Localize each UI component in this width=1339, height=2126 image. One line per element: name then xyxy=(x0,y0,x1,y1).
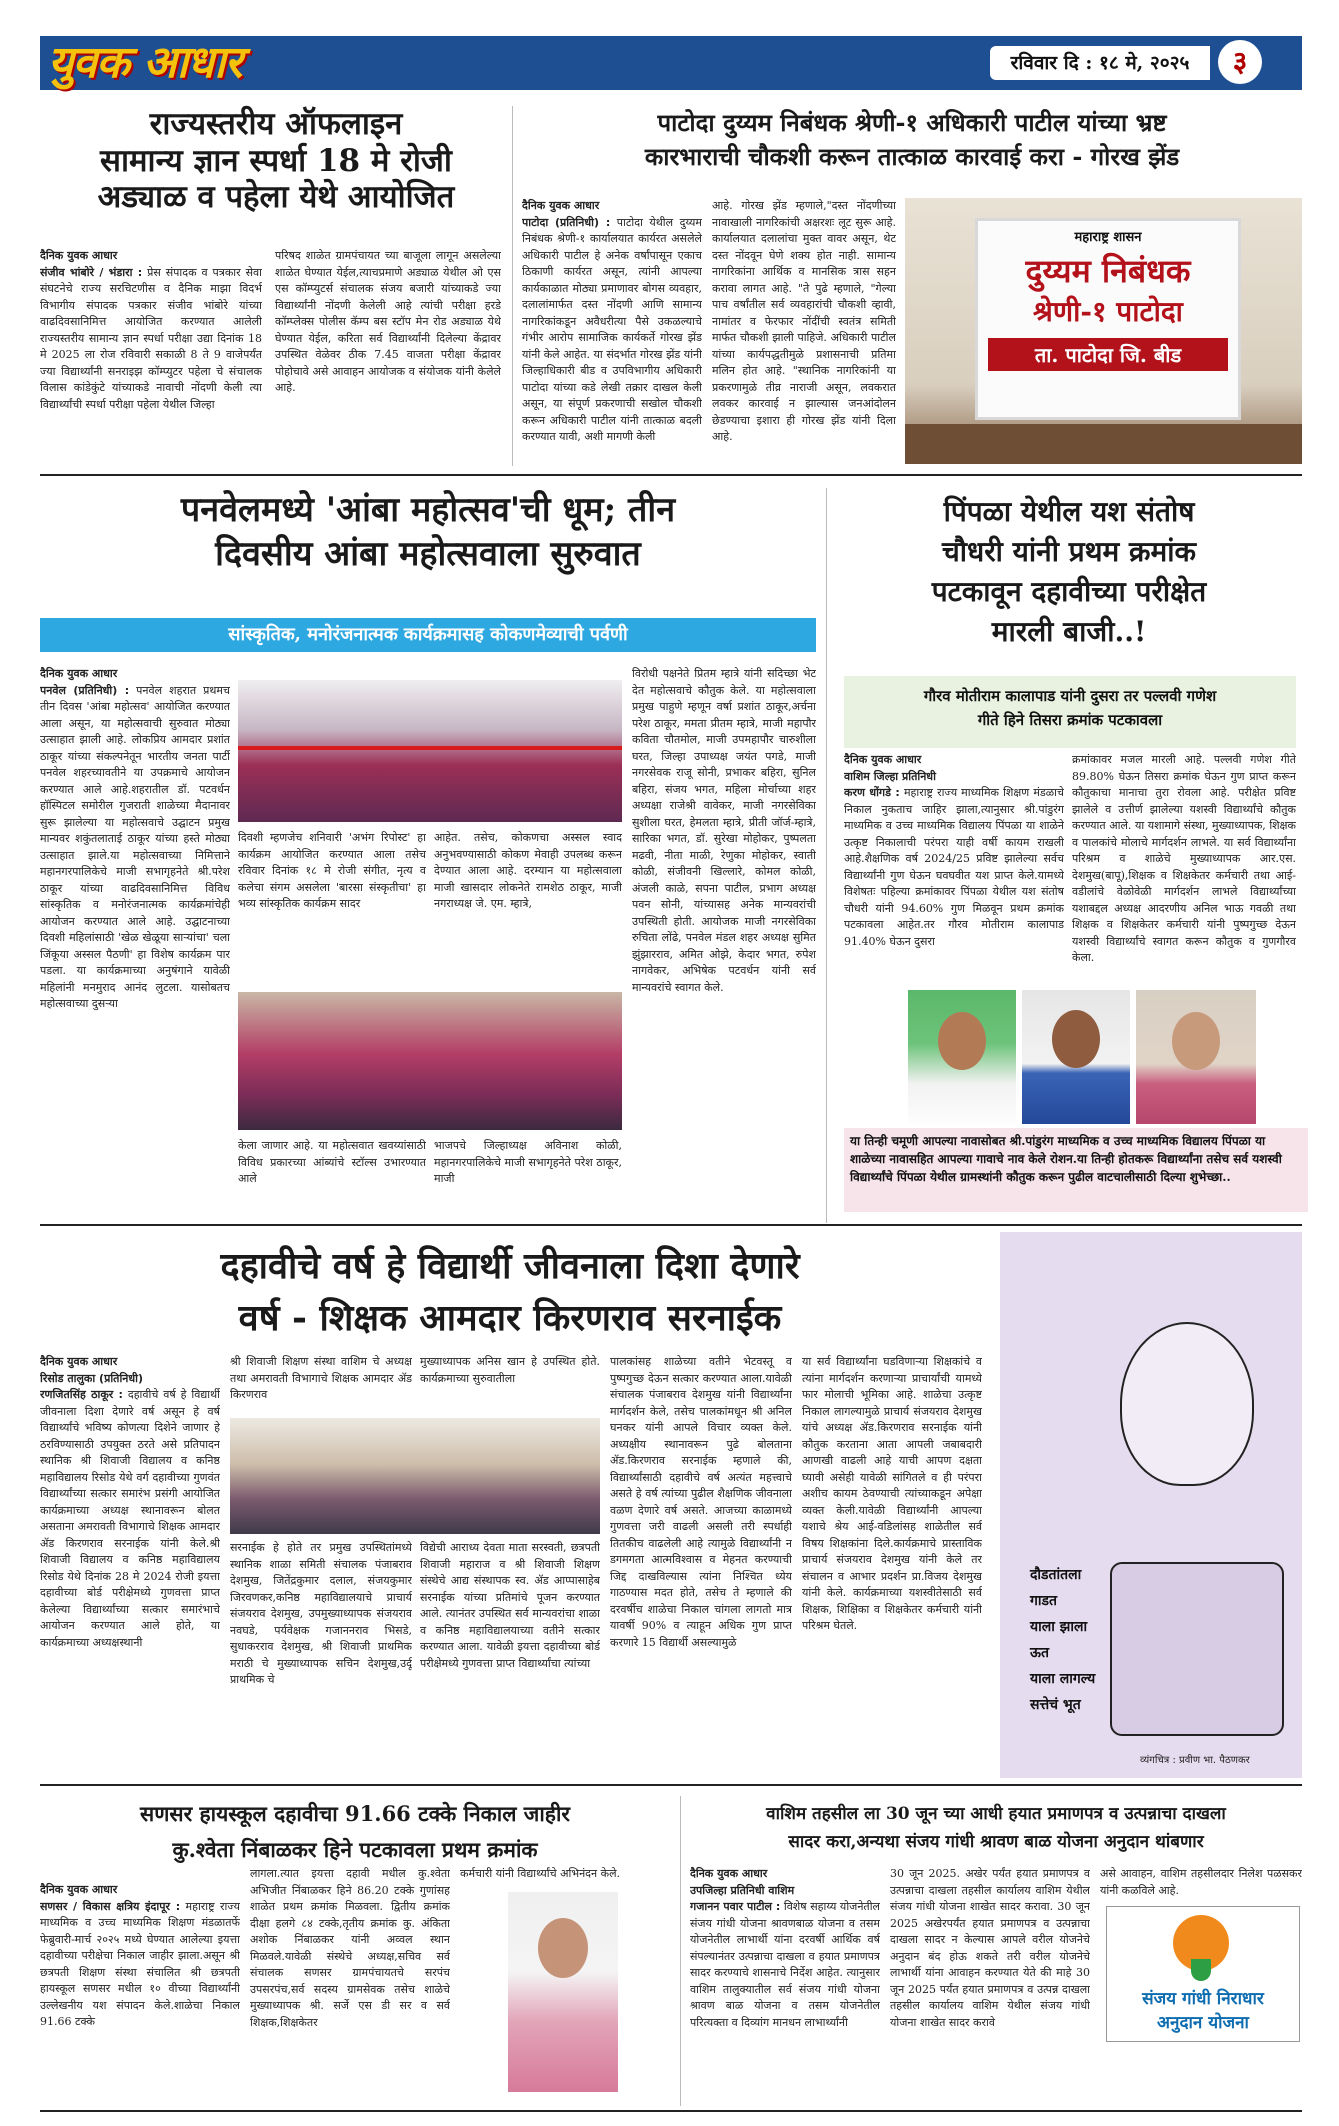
column-divider xyxy=(512,106,513,466)
section-divider xyxy=(40,1784,1302,1786)
article-5-column-5: या सर्व विद्यार्थ्यांना घडविणाऱ्या शिक्षकांचे व त्यांना मार्गदर्शन करणाऱ्या प्राचार्यांची यामध्ये फार मोलाची भूमिका आहे. शाळेचा उत्कृष्ट निकाल लागल्यामुळे प्राचार्य संजयराव देशमुख यांचे अध्यक्ष ॲड.किरणराव सरनाईक यांनी कौतुक करताना आता आपली जबाबदारी आणखी वाढली आहे याची आपण दक्षता घ्यावी असेही यावेळी सांगितले व ही परंपरा अशीच कायम ठेवण्याची त्यांच्याकडून अपेक्षा व्यक्त केली.यावेळी विद्यार्थ्यांनी आपल्या यशाचे श्रेय आई-वडिलांसह शाळेतील सर्व विषय शिक्षकांना दिले.कार्यक्रमाचे प्रास्ताविक प्राचार्य संजयराव देशमुख यांनी केले तर संचालन व आभार प्रदर्शन प्रा.विजय देशमुख यांनी केले. कार्यक्रमाच्या यशस्वीतेसाठी सर्व शिक्षक, शिक्षिका व शिक्षकेतर कर्मचारी यांनी परिश्रम घेतले. xyxy=(802,1355,982,1632)
article-6-column-1: दैनिक युवक आधार सणसर / विकास क्षत्रिय इंदापूर : महाराष्ट्र राज्य माध्यमिक व उच्च माध्यमिक शिक्षण मंडळातर्फे फेब्रुवारी-मार्च २०२५ मध्ये घेण्यात आलेल्या इयत्ता दहावीच्या परीक्षेचा निकाल जाहीर झाला.असून श्री छत्रपती शिक्षण संस्था संचालित श्री छत्रपती हायस्कूल सणसर मधील १० वीच्या विद्यार्थ्यांनी उल्लेखनीय यश संपादन केले.शाळेचा निकाल 91.66 टक्के xyxy=(40,1883,240,2028)
door-frame xyxy=(905,424,1302,464)
article-3-headline: पनवेलमध्ये 'आंबा महोत्सव'ची धूम; तीन दिवसीय आंबा महोत्सवाला सुरुवात xyxy=(180,490,676,574)
sanjay-gandhi-yojana-logo xyxy=(1106,1906,1300,2042)
article-5-column-4: पालकांसह शाळेच्या वतीने भेटवस्तू व पुष्पगुच्छ देऊन सत्कार करण्यात आला.यावेळी संचालक पंजाबराव देशमुख यांनी विद्यार्थ्यांना मार्गदर्शन केले, तसेच पालकांमधून श्री अनिल घनकर यांनी आपले विचार व्यक्त केले. अध्यक्षीय स्थानावरून पुढे बोलताना ॲड.किरणराव सरनाईक म्हणाले की, विद्यार्थ्यांसाठी दहावीचे वर्ष अत्यंत महत्त्वाचे असते हे वर्ष त्यांच्या पुढील शैक्षणिक जीवनाला वळण देणारे वर्ष असते. आजच्या काळामध्ये गुणवत्ता जरी वाढली असली तरी स्पर्धाही तितकीच वाढलेली आहे त्यामुळे विद्यार्थ्यांनी न डगमगता आत्मविश्वास व मेहनत करण्याची जिद्द दाखविल्यास त्यांना निश्चित ध्येय गाठण्यास मदत होते, तसेच ते म्हणाले की दरवर्षीच शाळेचा निकाल चांगला लागतो मात्र यावर्षी 90% व त्याहून अधिक गुण प्राप्त करणारे 15 विद्यार्थी असल्यामुळे xyxy=(610,1355,792,1649)
article-3-subtitle: सांस्कृतिक, मनोरंजनात्मक कार्यक्रमासह कोकणमेव्याची पर्वणी xyxy=(40,618,816,652)
article-6-column-3: कर्मचारी यांनी विद्यार्थ्यांचे अभिनंदन केले. xyxy=(460,1867,621,1880)
column-divider xyxy=(826,488,827,1223)
page-number: ३ xyxy=(1218,40,1262,84)
mango-festival-inauguration-photo xyxy=(238,680,622,822)
article-1-column-2: परिषद शाळेत ग्रामपंचायत च्या बाजूला लागून असलेल्या शाळेत घेण्यात येईल,त्याचप्रमाणे अड्याळ येथील ओ एस एस कॉम्प्युटर्स संचालक संजय बजारी यांच्याकडे ज्या विद्यार्थ्यांनी नोंदणी केलेली आहे त्यांची परीक्षा हरडे कॉम्प्लेक्स पोलीस कॅम्प बस स्टॉप मेन रोड अड्याळ येथे घेण्यात येईल, करिता सर्व विद्यार्थ्यांनी दिलेल्या केंद्रावर उपस्थित वेळेवर ठीक 7.45 वाजता परीक्षा केंद्रावर पोहोचावे असे आवाहन आयोजक व संयोजक यांनी केलेले आहे. xyxy=(275,249,501,394)
office-sign-photo xyxy=(905,198,1302,464)
article-4-headline: पिंपळा येथील यश संतोष चौधरी यांनी प्रथम क्रमांक पटकावून दहावीच्या परीक्षेत मारली बाजी..! xyxy=(931,495,1207,648)
political-cartoon xyxy=(1000,1232,1302,1778)
article-5-column-3: विद्येची आराध्य देवता माता सरस्वती, छत्रपती शिवाजी महाराज व श्री शिवाजी शिक्षण संस्थेचे आद्य संस्थापक स्व. ॲड आप्पासाहेब सरनाईक यांच्या प्रतिमांचे पूजन करण्यात आले. त्यानंतर उपस्थित सर्व मान्यवरांचा शाळा व कनिष्ठ महाविद्यालयाच्या वतीने सत्कार करण्यात आला. यावेळी इयत्ता दहावीच्या बोर्ड परीक्षेमध्ये गुणवत्ता प्राप्त विद्यार्थ्यांचा त्यांच्या xyxy=(420,1541,600,1670)
article-5-column-2b: मुख्याध्यापक अनिस खान हे उपस्थित होते. कार्यक्रमाच्या सुरुवातीला xyxy=(420,1355,600,1385)
section-divider xyxy=(40,1224,1302,1226)
issue-date: रविवार दि : १८ मे, २०२५ xyxy=(990,46,1210,80)
leaf-icon xyxy=(1191,1959,1211,1981)
sign-header: महाराष्ट्र शासन xyxy=(1074,230,1142,245)
article-5-column-2c: सरनाईक हे होते तर प्रमुख उपस्थितांमध्ये स्थानिक शाळा समिती संचालक पंजाबराव देशमुख, जितेंद्रकुमार दलाल, संजयकुमार जिरवणकर,कनिष्ठ महाविद्यालयाचे प्राचार्य संजयराव देशमुख, उपमुख्याध्यापक संजयराव नवघडे, पर्यवेक्षक गजाननराव भिसडे, सुधाकरराव देशमुख, श्री शिवाजी प्राथमिक मराठी चे मुख्याध्यापक सचिन देशमुख,उर्दू प्राथमिक चे xyxy=(230,1541,412,1686)
article-5-column-2a: श्री शिवाजी शिक्षण संस्था वाशिम चे अध्यक्ष तथा अमरावती विभागाचे शिक्षक आमदार ॲड किरणराव xyxy=(230,1355,412,1401)
article-2-column-2: आहे. गोरख झेंड म्हणाले,"दस्त नोंदणीच्या नावाखाली नागरिकांची अक्षरशः लूट सुरू आहे. कार्यालयात दलालांचा मुक्त वावर असून, थेट दस्त नोंदवून घेणे शक्य होत नाही. सामान्य नागरिकांना आर्थिक व मानसिक त्रास सहन करावा लागत आहे. "ते पुढे म्हणाले, "गेल्या पाच वर्षांतील सर्व व्यवहारांची चौकशी व्हावी, नामांतर व फेरफार नोंदींची स्वतंत्र समिती मार्फत चौकशी झाली पाहिजे. अधिकारी पाटील यांच्या कार्यपद्धतीमुळे प्रशासनाची प्रतिमा मलिन होत आहे. "स्थानिक नागरिकांनी या प्रकरणामुळे तीव्र नाराजी असून, लवकरात लवकर कारवाई न झाल्यास जनआंदोलन छेडण्याचा इशारा ही गोरख झेंड यांनी दिला आहे. xyxy=(712,199,896,443)
article-1-column-1: दैनिक युवक आधार संजीव भांबोरे / भंडारा : प्रेस संपादक व पत्रकार सेवा संघटनेचे राज्य सरचिटणीस व दैनिक माझा विदर्भ विभागीय संपादक पत्रकार संजीव भांबोरे यांच्या वाढदिवसानिमित्त आयोजित करण्यात आलेली राज्यस्तरीय सामान्य ज्ञान स्पर्धा परीक्षा उद्या दिनांक 18 मे 2025 ला रोज रविवारी सकाळी 8 ते 9 वाजेपर्यंत ज्या विद्यार्थ्यांनी सनराइझ कॉम्प्युटर पहेला चे संचालक विलास कांडेकुंटे यांच्याकडे नावाची नोंदणी केली त्या विद्यार्थ्यांची स्पर्धा परीक्षा पहेला येथील जिल्हा xyxy=(40,249,262,411)
student-3-photo xyxy=(1136,990,1256,1124)
felicitation-ceremony-photo xyxy=(230,1418,600,1534)
page-bottom-rule xyxy=(40,2110,1302,2112)
article-6-column-2: लागला.त्यात इयत्ता दहावी मधील कु.श्वेता अभिजीत निंबाळकर हिने 86.20 टक्के गुणांसह शाळेत प्रथम क्रमांक मिळवला. द्वितीय क्रमांक दीक्षा हलगे ८४ टक्के,तृतीय क्रमांक कु. अंकिता अशोक निंबाळकर यांनी अव्वल स्थान मिळवले.यावेळी संस्थेचे अध्यक्ष,सचिव सर्व संचालक सणसर ग्रामपंचायतचे सरपंच उपसरपंच,सर्व सदस्य ग्रामसेवक तसेच शाळेचे मुख्याध्यापक श्री. सर्जे एस डी सर व सर्व शिक्षक,शिक्षकेतर xyxy=(250,1867,450,2029)
student-1-face xyxy=(938,1012,986,1070)
mango-festival-audience-photo xyxy=(238,992,622,1130)
student-shweta-photo xyxy=(508,1892,618,2092)
article-4-column-1: दैनिक युवक आधार वाशिम जिल्हा प्रतिनिधी करण धोंगडे : महाराष्ट्र राज्य माध्यमिक शिक्षण मंडळाचे निकाल नुकताच जाहिर झाला,त्यानुसार श्री.पांडुरंग माध्यमिक व उच्च माध्यमिक विद्यालय पिंपळा या शाळेने उत्कृष्ट निकालाची परंपरा याही वर्षी कायम राखली आहे.शैक्षणिक वर्ष 2024/25 प्रविष्ट झालेल्या सर्वच विद्यार्थ्यांनी गुण घेऊन घवघवीत यश प्राप्त केले.यामध्ये विशेषतः पहिल्या क्रमांकावर पिंपळा येथील यश संतोष चौधरी यांनी 94.60% गुण मिळवून प्रथम क्रमांक पटकावला आहेत.तर गौरव मोतीराम कालापाड 91.40% घेऊन दुसरा xyxy=(844,753,1064,948)
article-5-column-1: दैनिक युवक आधार रिसोड तालुका (प्रतिनिधी) रणजितसिंह ठाकूर : दहावीचे वर्ष हे विद्यार्थी जीवनाला दिशा देणारे वर्ष असून हे वर्ष विद्यार्थ्यांचे भविष्य कोणत्या दिशेने जाणार हे ठरविण्यासाठी उपयुक्त ठरते असे प्रतिपादन स्थानिक श्री शिवाजी विद्यालय व कनिष्ठ महाविद्यालय रिसोड येथे वर्ग दहावीच्या गुणवंत विद्यार्थ्यांच्या सत्कार समारंभ प्रसंगी आयोजित कार्यक्रमाच्या अध्यक्ष स्थानावरून बोलत असताना अमरावती विभागाचे शिक्षक आमदार ॲड किरणराव सरनाईक यांनी केले.श्री शिवाजी विद्यालय व कनिष्ठ महाविद्यालय रिसोड येथे दिनांक 28 मे 2024 रोजी इयत्ता दहावीच्या बोर्ड परीक्षेमध्ये गुणवत्ता प्राप्त केलेल्या विद्यार्थ्यांच्या सत्कार समारंभाचे आयोजन करण्यात आले होते, या कार्यक्रमाच्या अध्यक्षस्थानी xyxy=(40,1355,220,1649)
article-3-column-2c: केला जाणार आहे. या महोत्सवात खवय्यांसाठी विविध प्रकारच्या आंब्यांचे स्टॉल्स उभारण्यात आले xyxy=(238,1139,426,1185)
student-1-photo xyxy=(908,990,1016,1124)
newspaper-logo: युवक आधार xyxy=(48,37,242,88)
article-4-subtitle: गौरव मोतीराम कालापाड यांनी दुसरा तर पल्लवी गणेश गीते हिने तिसरा क्रमांक पटकावला xyxy=(844,676,1296,748)
column-divider xyxy=(680,1796,681,2106)
article-7-column-1: दैनिक युवक आधार उपजिल्हा प्रतिनिधी वाशिम गजानन पवार पाटील : विशेष सहाय्य योजनेतील संजय गांधी योजना श्रावणबाळ योजना व तसम योजनेतील लाभार्थी यांना दरवर्षी आर्थिक वर्ष संपल्यानंतर उत्पन्नाचा दाखला व हयात प्रमाणपत्र सादर करण्याचे शासनाचे निर्देश आहेत. त्यानुसार वाशिम तालुक्यातील सर्व संजय गांधी योजना श्रावण बाळ योजना व तसम योजनेतील परित्यक्ता व दिव्यांग मानधन लाभार्थ्यांनी xyxy=(690,1867,880,2029)
student-2-face xyxy=(1052,1010,1100,1068)
sign-line-1: दुय्यम निबंधक xyxy=(1025,252,1191,290)
sign-line-2: श्रेणी-१ पाटोदा xyxy=(1033,295,1183,328)
article-2-headline: पाटोदा दुय्यम निबंधक श्रेणी-१ अधिकारी पाटील यांच्या भ्रष्ट कारभाराची चौकशी करून तात्काळ कारवाई करा - गोरख झेंड xyxy=(644,108,1180,171)
sign-line-3: ता. पाटोदा जि. बीड xyxy=(988,338,1228,371)
cartoon-text: दौडतांतला गाडत याला झाला ऊत याला लागल्य सत्तेचं भूत xyxy=(1030,1567,1096,1713)
article-6-headline: सणसर हायस्कूल दहावीचा 91.66 टक्के निकाल जाहीर कु.श्वेता निंबाळकर हिने पटकावला प्रथम क्रमांक xyxy=(140,1801,570,1862)
ribbon xyxy=(238,746,622,750)
article-7-column-3: असे आवाहन, वाशिम तहसीलदार निलेश पळसकर यांनी कळविले आहे. xyxy=(1100,1867,1302,1897)
article-4-column-2: क्रमांकावर मजल मारली आहे. पल्लवी गणेश गीते 89.80% घेऊन तिसरा क्रमांक घेऊन गुण प्राप्त करून कौतुकाचा मानाचा तुरा रोवला आहे. परीक्षेत प्रविष्ट झालेले व उत्तीर्ण झालेल्या यशस्वी विद्यार्थ्यांचे कौतुक करण्यात आले. या यशामागे संस्था, मुख्याध्यापक, शिक्षक व पालकांचे मोलाचे मार्गदर्शन लाभले. या सर्व विद्यार्थ्यांना परिश्रम व शाळेचे मुख्याध्यापक आर.एस. देशमुख(बापू),शिक्षक व शिक्षकेतर कर्मचारी तथा आई-वडीलांचे वेळोवेळी मार्गदर्शन लाभले विद्यार्थ्यांच्या यशाबद्दल अध्यक्ष आदरणीय अनिल भाऊ गवळी तथा शिक्षक व शिक्षकेतर कर्मचारी यांनी पुष्पगुच्छ देऊन यशस्वी विद्यार्थ्यांचे स्वागत करून कौतुक व गुणगौरव केला. xyxy=(1072,753,1296,964)
cartoon-credit: व्यंगचित्र : प्रवीण भा. पैठणकर xyxy=(1140,1755,1250,1766)
article-2-column-1: दैनिक युवक आधार पाटोदा (प्रतिनिधी) : पाटोदा येथील दुय्यम निबंधक श्रेणी-१ कार्यालयात कार्यरत असलेले अधिकारी पाटील हे अनेक वर्षांपासून एकाच ठिकाणी कार्यरत असून, त्यांनी आपल्या कार्यकाळात मोठ्या प्रमाणावर बोगस व्यवहार, दलालांमार्फत दस्त नोंदणी आणि सामान्य नागरिकांकडून अवैधरीत्या पैसे उकळल्याचे गंभीर आरोप सामाजिक कार्यकर्ते गोरख झेंड यांनी केले आहेत. या संदर्भात गोरख झेंड यांनी जिल्हाधिकारी बीड व उपविभागीय अधिकारी पाटोदा यांच्या कडे लेखी तक्रार दाखल केली असून, या संपूर्ण प्रकरणाची सखोल चौकशी करून अधिकारी पाटील यांनी तात्काळ बदली करण्यात यावी, अशी मागणी केली xyxy=(522,199,702,443)
article-3-column-1: दैनिक युवक आधार पनवेल (प्रतिनिधी) : पनवेल शहरात प्रथमच तीन दिवस 'आंबा महोत्सव' आयोजित करण्यात आला असून, या महोत्सवाची सुरुवात मोठ्या उत्साहात झाली आहे. लोकप्रिय आमदार प्रशांत ठाकूर यांच्या संकल्पनेतून भारतीय जनता पार्टी पनवेल शहरच्यावतीने या उपक्रमाचे आयोजन करण्यात आले आहे.शहरातील डॉ. पटवर्धन हॉस्पिटल समोरील गुजराती शाळेच्या मैदानावर सुरू झालेल्या या महोत्सवाचे उद्घाटन प्रमुख मान्यवर शकुंतलाताई ठाकूर यांच्या हस्ते मोठ्या उत्साहात झाले.या महोत्सवाच्या निमित्ताने महानगरपालिकेचे माजी सभागृहनेते श्री.परेश ठाकूर यांच्या वाढदिवसानिमित्त विविध सांस्कृतिक व मनोरंजनात्मक कार्यक्रमांचेही आयोजन करण्यात आले आहे. उद्घाटनाच्या दिवशी महिलांसाठी 'खेळ खेळूया साऱ्यांचा' चला जिंकूया अस्सल पैठणी' हा विशेष कार्यक्रम पार पडला. या कार्यक्रमाच्या अनुषंगाने यावेळी महिलांनी मनमुराद आनंद लुटला. यासोबतच महोत्सवाच्या दुसऱ्या xyxy=(40,667,230,1010)
cartoon-bottle xyxy=(1110,1562,1284,1736)
article-7-headline: वाशिम तहसील ला 30 जून च्या आधी हयात प्रमाणपत्र व उत्पन्नाचा दाखला सादर करा,अन्यथा संजय गांधी श्रावण बाळ योजना अनुदान थांबणार xyxy=(766,1804,1226,1852)
article-4-caption: या तिन्ही चमूणी आपल्या नावासोबत श्री.पांडुरंग माध्यमिक व उच्च माध्यमिक विद्यालय पिंपळा या शाळेच्या नावासहित आपल्या गावाचे नाव केले रोशन.या तिन्ही होतकरू विद्यार्थ्यांना तसेच सर्व यशस्वी विद्यार्थ्यांचे पिंपळा येथील ग्रामस्थांनी कौतुक करून पुढील वाटचालीसाठी दिल्या शुभेच्छा.. xyxy=(844,1128,1308,1212)
article-7-column-2: 30 जून 2025. अखेर पर्यंत हयात प्रमाणपत्र व उत्पन्नाचा दाखला तहसील कार्यालय वाशिम येथील संजय गांधी योजना शाखेत सादर करावा. 30 जून 2025 अखेरपर्यंत हयात प्रमाणपत्र व उत्पन्नाचा दाखला सादर न केल्यास आपले वरील योजनेचे अनुदान बंद होऊ शकते तरी वरील योजनेचे लाभार्थी यांना आवाहन करण्यात येते की माहे 30 जून 2025 पर्यंत हयात प्रमाणपत्र व उत्पन्न दाखला तहसील कार्यालय वाशिम येथील संजय गांधी योजना शाखेत सादर करावे xyxy=(890,1867,1090,2029)
article-3-column-2d: भाजपचे जिल्हाध्यक्ष अविनाश कोळी, महानगरपालिकेचे माजी सभागृहनेते परेश ठाकूर, माजी xyxy=(434,1139,622,1185)
sign-board xyxy=(975,218,1241,420)
student-3-face xyxy=(1172,1012,1220,1070)
student-2-photo xyxy=(1022,990,1130,1124)
student-shweta-face xyxy=(538,1918,588,1978)
article-3-column-3: विरोधी पक्षनेते प्रितम म्हात्रे यांनी सदिच्छा भेट देत महोत्सवाचे कौतुक केले. या महोत्सवाला प्रमुख पाहुणे म्हणून वर्षा प्रशांत ठाकूर,अर्चना परेश ठाकूर, ममता प्रीतम म्हात्रे, माजी महापौर कविता चौतमोल, माजी उपमहापौर चारुशीला घरत, जिल्हा उपाध्यक्ष जयंत पगडे, माजी नगरसेवक राजू सोनी, प्रभाकर बहिरा, सुनिल बहिरा, संजय भगत, महिला मोर्चाच्या शहर अध्यक्षा राजेश्री वावेकर, माजी नगरसेविका सुशीला घरत, हेमलता म्हात्रे, प्रीती जॉर्ज-म्हात्रे, सारिका भगत, डॉ. सुरेखा मोहोकर, पुष्पलता मढवी, नीता माळी, रेणुका मोहोकर, स्वाती कोळी, संजीवनी खिल्लारे, कोमल कोळी, अंजली काळे, सपना पाटील, प्रभाग अध्यक्ष पवन सोनी, यांच्यासह अनेक मान्यवरांची उपस्थिती होती. आयोजक माजी नगरसेविका रुचिता लोंढे, पनवेल मंडल शहर अध्यक्ष सुमित झुंझारराव, अमित ओझे, केदार भगत, रुपेश नागवेकर, अभिषेक पटवर्धन यांनी सर्व मान्यवरांचे स्वागत केले. xyxy=(632,667,816,994)
cartoon-face xyxy=(1120,1322,1254,1486)
section-divider xyxy=(40,474,1302,476)
article-3-column-2b: आहेत. तसेच, कोकणचा अस्सल स्वाद अनुभवण्यासाठी कोकण मेवाही उपलब्ध करून देण्यात आला आहे. दरम्यान या महोत्सवाला माजी खासदार लोकनेते रामशेठ ठाकूर, माजी नगराध्यक्ष जे. एम. म्हात्रे, xyxy=(434,831,622,910)
article-3-column-2a: दिवशी म्हणजेच शनिवारी 'अभंग रिपोस्ट' हा कार्यक्रम आयोजित करण्यात आला तसेच रविवार दिनांक १८ मे रोजी संगीत, नृत्य व कलेचा संगम असलेला 'बारसा संस्कृतीचा' हा भव्य सांस्कृतिक कार्यक्रम सादर xyxy=(238,831,426,910)
article-1-headline: राज्यस्तरीय ऑफलाइन सामान्य ज्ञान स्पर्धा 18 मे रोजी अड्याळ व पहेला येथे आयोजित xyxy=(97,106,455,216)
article-5-headline: दहावीचे वर्ष हे विद्यार्थी जीवनाला दिशा देणारे वर्ष - शिक्षक आमदार किरणराव सरनाईक xyxy=(220,1245,800,1339)
logo-text: संजय गांधी निराधार अनुदान योजना xyxy=(1142,1989,1264,2033)
